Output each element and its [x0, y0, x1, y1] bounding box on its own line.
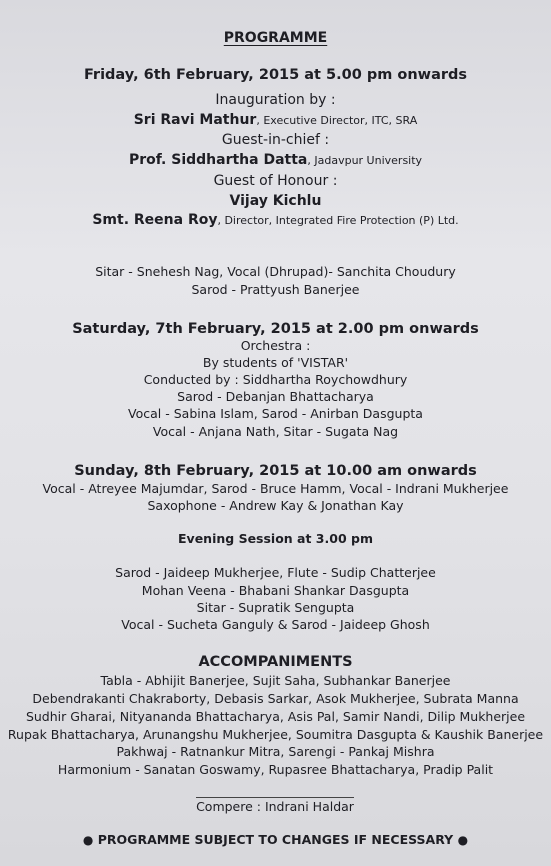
inaugurator-name: Sri Ravi Mathur: [133, 112, 257, 128]
day2-heading: Saturday, 7th February, 2015 at 2.00 pm onwards: [72, 321, 479, 337]
day3-heading: Sunday, 8th February, 2015 at 10.00 am onwards: [74, 463, 477, 479]
guest-of-honour-label: Guest of Honour :: [213, 173, 338, 189]
day1-heading: Friday, 6th February, 2015 at 5.00 pm onwards: [83, 67, 468, 83]
guest-of-honour-2-title: , Director, Integrated Fire Protection (P) Ltd.: [217, 214, 459, 227]
day2-line: By students of 'VISTAR': [202, 355, 349, 370]
accompaniment-line: Pakhwaj - Ratnankur Mitra, Sarengi - Pankaj Mishra: [116, 744, 435, 759]
footer-note: PROGRAMME SUBJECT TO CHANGES IF NECESSARY: [97, 832, 454, 847]
accompaniment-line: Rupak Bhattacharya, Arunangshu Mukherjee, Soumitra Dasgupta & Kaushik Banerjee: [7, 727, 544, 742]
guest-of-honour-2-line: [0, 213, 551, 227]
guest-in-chief-name: Prof. Siddhartha Datta: [128, 152, 308, 168]
footer-note-line: [0, 834, 551, 847]
day3-line: Saxophone - Andrew Kay & Jonathan Kay: [147, 498, 404, 513]
guest-of-honour-2-name: Smt. Reena Roy: [92, 212, 218, 228]
accompaniment-line: Sudhir Gharai, Nityananda Bhattacharya, Asis Pal, Samir Nandi, Dilip Mukherjee: [25, 709, 526, 724]
guest-of-honour-1: Vijay Kichlu: [229, 193, 322, 209]
evening-line: Vocal - Sucheta Ganguly & Sarod - Jaideep Ghosh: [121, 617, 430, 632]
accompaniment-line: Harmonium - Sanatan Goswamy, Rupasree Bhattacharya, Pradip Palit: [57, 762, 494, 777]
guest-in-chief-label: Guest-in-chief :: [221, 132, 330, 148]
guest-in-chief-line: [0, 153, 551, 167]
guest-in-chief-title: , Jadavpur University: [307, 154, 423, 167]
page-title: PROGRAMME: [223, 30, 328, 46]
inaugurator-title: , Executive Director, ITC, SRA: [256, 114, 418, 127]
day1-performance: Sarod - Prattyush Banerjee: [191, 282, 360, 297]
accompaniment-line: Debendrakanti Chakraborty, Debasis Sarkar, Asok Mukherjee, Subrata Manna: [32, 691, 519, 706]
inauguration-label: Inauguration by :: [215, 92, 336, 108]
evening-session-heading: Evening Session at 3.00 pm: [178, 531, 373, 546]
evening-line: Sitar - Supratik Sengupta: [196, 600, 355, 615]
accompaniments-heading: ACCOMPANIMENTS: [198, 654, 353, 670]
accompaniment-line: Tabla - Abhijit Banerjee, Sujit Saha, Subhankar Banerjee: [100, 673, 451, 688]
day3-line: Vocal - Atreyee Majumdar, Sarod - Bruce Hamm, Vocal - Indrani Mukherjee: [42, 481, 509, 496]
day2-line: Vocal - Anjana Nath, Sitar - Sugata Nag: [152, 424, 399, 439]
inaugurator-line: [0, 113, 551, 127]
day2-line: Vocal - Sabina Islam, Sarod - Anirban Dasgupta: [128, 406, 423, 421]
day2-line: Conducted by : Siddhartha Roychowdhury: [143, 372, 408, 387]
day2-line: Orchestra :: [240, 338, 311, 353]
bullet-icon: ●: [82, 833, 94, 847]
day1-performance: Sitar - Snehesh Nag, Vocal (Dhrupad)- Sanchita Choudury: [95, 264, 456, 279]
compere: Compere : Indrani Haldar: [196, 799, 354, 814]
evening-line: Sarod - Jaideep Mukherjee, Flute - Sudip Chatterjee: [115, 565, 436, 580]
bullet-icon: ●: [457, 833, 469, 847]
evening-line: Mohan Veena - Bhabani Shankar Dasgupta: [141, 583, 410, 598]
day2-line: Sarod - Debanjan Bhattacharya: [177, 389, 374, 404]
